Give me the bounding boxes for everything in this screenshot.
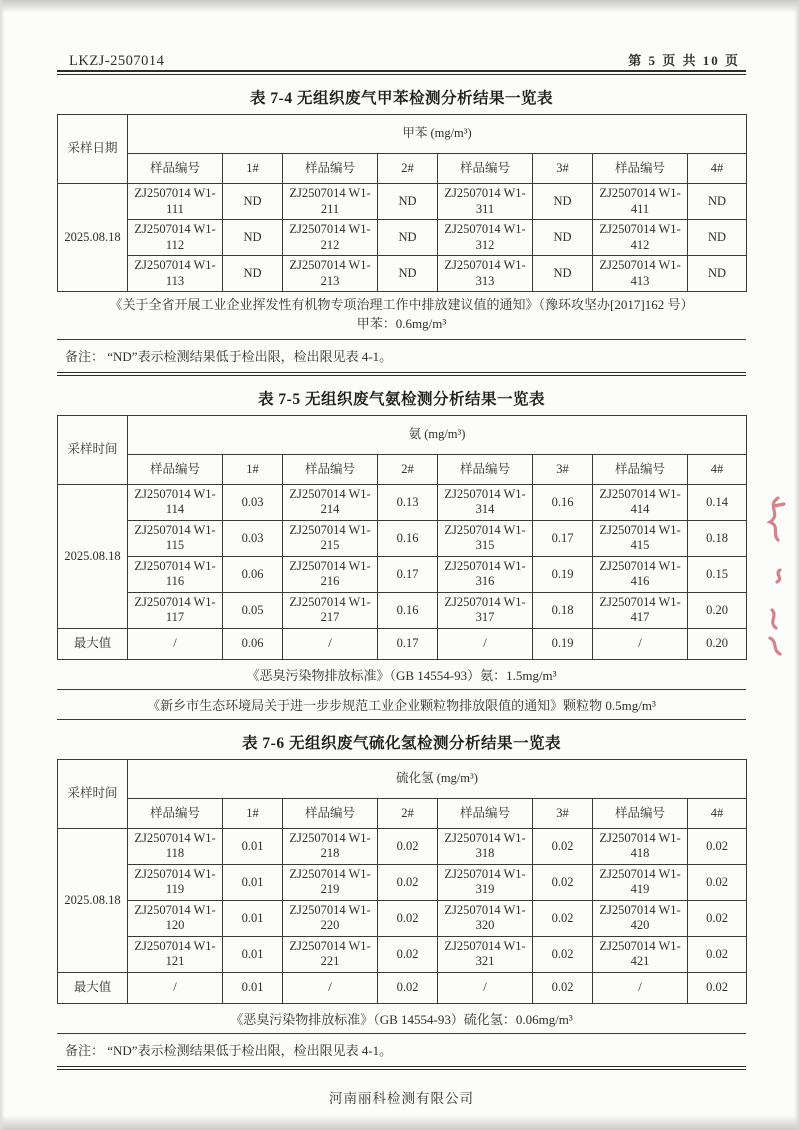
subheader-cell: 3# xyxy=(533,798,593,828)
note-remark: 备注： “ND”表示检测结果低于检出限，检出限见表 4-1。 xyxy=(65,1042,393,1058)
table-7-6-title: 表 7-6 无组织废气硫化氢检测分析结果一览表 xyxy=(242,734,561,752)
value-cell: ND xyxy=(378,184,438,220)
sample-id-cell: ZJ2507014 W1-117 xyxy=(128,592,223,628)
subheader-cell: 样品编号 xyxy=(128,154,223,184)
value-cell: 0.05 xyxy=(223,592,283,628)
value-cell: 0.15 xyxy=(688,556,747,592)
sample-id-cell: ZJ2507014 W1-220 xyxy=(283,900,378,936)
date-cell: 2025.08.18 xyxy=(58,484,128,628)
value-cell: ND xyxy=(223,220,283,256)
value-cell: 0.01 xyxy=(223,900,283,936)
sample-id-cell: ZJ2507014 W1-321 xyxy=(438,936,533,972)
scan-edge-top xyxy=(0,0,800,13)
value-cell: 0.03 xyxy=(223,520,283,556)
max-label-cell: 最大值 xyxy=(58,972,128,1003)
sample-id-cell: ZJ2507014 W1-114 xyxy=(128,484,223,520)
subheader-cell: 样品编号 xyxy=(283,454,378,484)
value-cell: 0.02 xyxy=(688,864,747,900)
value-cell: 0.02 xyxy=(688,828,747,864)
value-cell: 0.16 xyxy=(378,592,438,628)
max-value-cell: 0.01 xyxy=(223,972,283,1003)
table-7-5-title: 表 7-5 无组织废气氨检测分析结果一览表 xyxy=(258,390,545,408)
sample-id-cell: ZJ2507014 W1-216 xyxy=(283,556,378,592)
sample-id-cell: ZJ2507014 W1-313 xyxy=(438,256,533,292)
sample-id-cell: ZJ2507014 W1-221 xyxy=(283,936,378,972)
sample-id-cell: ZJ2507014 W1-315 xyxy=(438,520,533,556)
date-cell: 2025.08.18 xyxy=(58,828,128,972)
subheader-cell: 4# xyxy=(688,154,747,184)
subheader-cell: 1# xyxy=(223,798,283,828)
page-end-rule xyxy=(57,1066,746,1070)
sample-id-cell: ZJ2507014 W1-113 xyxy=(128,256,223,292)
sample-id-cell: ZJ2507014 W1-116 xyxy=(128,556,223,592)
sample-id-cell: ZJ2507014 W1-213 xyxy=(283,256,378,292)
slash-cell: / xyxy=(438,972,533,1003)
table-7-6 xyxy=(57,759,747,1004)
sample-id-cell: ZJ2507014 W1-312 xyxy=(438,220,533,256)
sample-id-cell: ZJ2507014 W1-217 xyxy=(283,592,378,628)
value-cell: 0.14 xyxy=(688,484,747,520)
slash-cell: / xyxy=(283,972,378,1003)
value-cell: ND xyxy=(378,220,438,256)
value-cell: 0.06 xyxy=(223,556,283,592)
subheader-cell: 样品编号 xyxy=(593,154,688,184)
value-cell: ND xyxy=(533,184,593,220)
value-cell: 0.19 xyxy=(533,556,593,592)
slash-cell: / xyxy=(128,628,223,659)
section-rule xyxy=(57,372,746,376)
max-value-cell: 0.02 xyxy=(378,972,438,1003)
sample-id-cell: ZJ2507014 W1-420 xyxy=(593,900,688,936)
sample-id-cell: ZJ2507014 W1-412 xyxy=(593,220,688,256)
value-cell: 0.02 xyxy=(688,936,747,972)
value-cell: 0.02 xyxy=(533,900,593,936)
subheader-cell: 3# xyxy=(533,454,593,484)
date-cell: 2025.08.18 xyxy=(58,184,128,292)
max-value-cell: 0.02 xyxy=(688,972,747,1003)
value-cell: 0.02 xyxy=(688,900,747,936)
sample-id-cell: ZJ2507014 W1-119 xyxy=(128,864,223,900)
value-cell: 0.03 xyxy=(223,484,283,520)
value-cell: 0.02 xyxy=(533,864,593,900)
subheader-cell: 样品编号 xyxy=(438,454,533,484)
max-value-cell: 0.06 xyxy=(223,628,283,659)
value-cell: 0.13 xyxy=(378,484,438,520)
sample-id-cell: ZJ2507014 W1-417 xyxy=(593,592,688,628)
value-cell: 0.18 xyxy=(533,592,593,628)
param-header-cell: 氨 (mg/m³) xyxy=(128,415,747,454)
table-7-4-title: 表 7-4 无组织废气甲苯检测分析结果一览表 xyxy=(250,90,553,107)
sample-id-cell: ZJ2507014 W1-419 xyxy=(593,864,688,900)
value-cell: 0.20 xyxy=(688,592,747,628)
slash-cell: / xyxy=(438,628,533,659)
max-value-cell: 0.17 xyxy=(378,628,438,659)
row-label-cell: 采样日期 xyxy=(58,115,128,184)
sample-id-cell: ZJ2507014 W1-214 xyxy=(283,484,378,520)
scan-edge-right xyxy=(794,0,800,1130)
subheader-cell: 2# xyxy=(378,154,438,184)
sample-id-cell: ZJ2507014 W1-111 xyxy=(128,184,223,220)
max-label-cell: 最大值 xyxy=(58,628,128,659)
sample-id-cell: ZJ2507014 W1-415 xyxy=(593,520,688,556)
sample-id-cell: ZJ2507014 W1-215 xyxy=(283,520,378,556)
value-cell: 0.16 xyxy=(378,520,438,556)
value-cell: 0.16 xyxy=(533,484,593,520)
company-name: 河南丽科检测有限公司 xyxy=(329,1090,474,1106)
document-sheet xyxy=(57,50,746,1107)
subheader-cell: 样品编号 xyxy=(593,798,688,828)
sample-id-cell: ZJ2507014 W1-211 xyxy=(283,184,378,220)
subheader-cell: 1# xyxy=(223,154,283,184)
slash-cell: / xyxy=(593,972,688,1003)
subheader-cell: 2# xyxy=(378,454,438,484)
subheader-cell: 样品编号 xyxy=(283,154,378,184)
table-7-5 xyxy=(57,415,747,660)
max-value-cell: 0.20 xyxy=(688,628,747,659)
table-7-4 xyxy=(57,114,747,292)
value-cell: 0.02 xyxy=(378,828,438,864)
sample-id-cell: ZJ2507014 W1-112 xyxy=(128,220,223,256)
subheader-cell: 样品编号 xyxy=(593,454,688,484)
value-cell: ND xyxy=(533,256,593,292)
sample-id-cell: ZJ2507014 W1-421 xyxy=(593,936,688,972)
sample-id-cell: ZJ2507014 W1-115 xyxy=(128,520,223,556)
scan-edge-bottom xyxy=(0,1115,800,1130)
subheader-cell: 样品编号 xyxy=(438,154,533,184)
scan-edge-left xyxy=(0,0,5,1130)
sample-id-cell: ZJ2507014 W1-320 xyxy=(438,900,533,936)
max-value-cell: 0.19 xyxy=(533,628,593,659)
sample-id-cell: ZJ2507014 W1-218 xyxy=(283,828,378,864)
sample-id-cell: ZJ2507014 W1-416 xyxy=(593,556,688,592)
standard-limit: 《新乡市生态环境局关于进一步步规范工业企业颗粒物排放限值的通知》颗粒物 0.5mg/m³ xyxy=(57,690,746,720)
subheader-cell: 4# xyxy=(688,798,747,828)
sample-id-cell: ZJ2507014 W1-411 xyxy=(593,184,688,220)
value-cell: ND xyxy=(688,184,747,220)
value-cell: ND xyxy=(378,256,438,292)
standard-reference: 《关于全省开展工业企业挥发性有机物专项治理工作中排放建议值的通知》（豫环攻坚办[2017]162 号） xyxy=(109,297,694,312)
value-cell: 0.01 xyxy=(223,936,283,972)
row-label-cell: 采样时间 xyxy=(58,415,128,484)
value-cell: ND xyxy=(533,220,593,256)
sample-id-cell: ZJ2507014 W1-121 xyxy=(128,936,223,972)
sample-id-cell: ZJ2507014 W1-318 xyxy=(438,828,533,864)
value-cell: 0.02 xyxy=(533,828,593,864)
value-cell: 0.02 xyxy=(378,900,438,936)
subheader-cell: 样品编号 xyxy=(283,798,378,828)
value-cell: 0.01 xyxy=(223,828,283,864)
sample-id-cell: ZJ2507014 W1-418 xyxy=(593,828,688,864)
value-cell: ND xyxy=(223,184,283,220)
max-value-cell: 0.02 xyxy=(533,972,593,1003)
value-cell: 0.02 xyxy=(378,864,438,900)
sample-id-cell: ZJ2507014 W1-319 xyxy=(438,864,533,900)
sample-id-cell: ZJ2507014 W1-311 xyxy=(438,184,533,220)
subheader-cell: 4# xyxy=(688,454,747,484)
header-rule xyxy=(57,70,746,75)
sample-id-cell: ZJ2507014 W1-317 xyxy=(438,592,533,628)
standard-limit: 《恶臭污染物排放标准》（GB 14554-93）氨：1.5mg/m³ xyxy=(57,660,746,690)
red-stamp-fragment xyxy=(744,492,786,662)
value-cell: 0.18 xyxy=(688,520,747,556)
slash-cell: / xyxy=(128,972,223,1003)
standard-reference-block xyxy=(57,292,746,340)
value-cell: ND xyxy=(688,256,747,292)
sample-id-cell: ZJ2507014 W1-219 xyxy=(283,864,378,900)
param-header-cell: 甲苯 (mg/m³) xyxy=(128,115,747,154)
sample-id-cell: ZJ2507014 W1-212 xyxy=(283,220,378,256)
subheader-cell: 1# xyxy=(223,454,283,484)
value-cell: 0.02 xyxy=(533,936,593,972)
value-cell: 0.17 xyxy=(533,520,593,556)
subheader-cell: 样品编号 xyxy=(128,454,223,484)
value-cell: 0.01 xyxy=(223,864,283,900)
report-code: LKZJ-2507014 xyxy=(69,53,165,69)
subheader-cell: 3# xyxy=(533,154,593,184)
subheader-cell: 样品编号 xyxy=(438,798,533,828)
slash-cell: / xyxy=(593,628,688,659)
row-label-cell: 采样时间 xyxy=(58,759,128,828)
sample-id-cell: ZJ2507014 W1-118 xyxy=(128,828,223,864)
sample-id-cell: ZJ2507014 W1-413 xyxy=(593,256,688,292)
standard-limit: 甲苯：0.6mg/m³ xyxy=(356,315,447,331)
sample-id-cell: ZJ2507014 W1-316 xyxy=(438,556,533,592)
subheader-cell: 2# xyxy=(378,798,438,828)
param-header-cell: 硫化氢 (mg/m³) xyxy=(128,759,747,798)
value-cell: ND xyxy=(223,256,283,292)
slash-cell: / xyxy=(283,628,378,659)
sample-id-cell: ZJ2507014 W1-414 xyxy=(593,484,688,520)
page-number: 第 5 页 共 10 页 xyxy=(628,53,740,68)
note-remark: 备注： “ND”表示检测结果低于检出限，检出限见表 4-1。 xyxy=(65,348,393,364)
subheader-cell: 样品编号 xyxy=(128,798,223,828)
value-cell: 0.02 xyxy=(378,936,438,972)
standard-limit: 《恶臭污染物排放标准》（GB 14554-93）硫化氢：0.06mg/m³ xyxy=(57,1004,746,1034)
sample-id-cell: ZJ2507014 W1-314 xyxy=(438,484,533,520)
sample-id-cell: ZJ2507014 W1-120 xyxy=(128,900,223,936)
value-cell: 0.17 xyxy=(378,556,438,592)
value-cell: ND xyxy=(688,220,747,256)
page-header xyxy=(57,50,746,70)
